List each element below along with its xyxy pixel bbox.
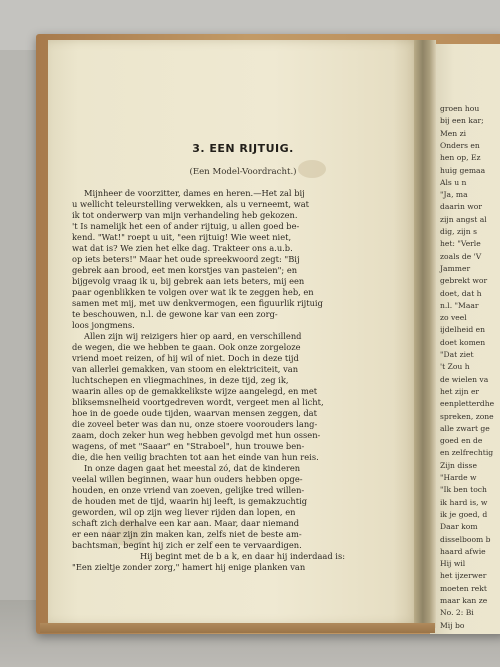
body-line: vriend moet reizen, of hij wil of niet. Doch in deze tijd	[72, 353, 299, 363]
body-line: luchtschepen en vliegmachines, in deze tijd, zeg ik,	[72, 375, 289, 385]
body-line: bachtsman, begint hij zich er zelf een te vervaardigen.	[72, 540, 302, 550]
body-line: de houden met de tijd, waarin hij leeft, is gemakzuchtig	[72, 496, 308, 506]
facing-page-line: dig, zijn s	[440, 227, 477, 236]
facing-page-line: het: "Verle	[440, 239, 481, 249]
body-line: bliksemsnelheid voortgedreven wordt, vergeet men al licht,	[72, 397, 324, 407]
facing-page-line: Jammer	[440, 263, 471, 273]
body-line: veelal willen beginnen, waar hun ouders hebben opge-	[72, 474, 303, 484]
body-line: paar ogenblikken te volgen over wat ik te zeggen heb, en	[72, 287, 314, 297]
facing-page-line: "Harde w	[440, 473, 477, 482]
facing-page-line: Daar kom	[440, 522, 478, 532]
body-line: er een naar zijn zin maken kan, zelfs niet de beste am-	[72, 529, 302, 539]
facing-page-line: de wielen va	[440, 374, 489, 384]
body-line: Allen zijn wij reizigers hier op aard, en verschillend	[84, 331, 302, 341]
body-line: bijgevolg vraag ik u, bij gebrek aan iets beters, mij een	[72, 276, 305, 286]
facing-page-line: het ijzerwer	[440, 571, 487, 581]
facing-page-line: haard afwie	[440, 546, 486, 556]
facing-page-line: alle zwart ge	[440, 423, 490, 433]
facing-page-line: eenpletterdhe	[440, 399, 495, 409]
body-line: geworden, wil op zijn weg liever rijden dan lopen, en	[72, 507, 296, 517]
facing-page-line: zoals de 'V	[440, 251, 482, 261]
facing-page-line: "Ja, ma	[440, 190, 468, 200]
facing-page-line: n.l. "Maar	[440, 300, 479, 310]
facing-page-line: Hij wil	[440, 559, 466, 569]
body-line: 't Is namelijk het een of ander rijtuig, u allen goed be-	[72, 221, 300, 231]
facing-page-line: daarin wor	[440, 202, 482, 212]
body-line: waarin alles op de gemakkelikste wijze aangelegd, en met	[72, 386, 318, 396]
facing-page-line: disselboom b	[440, 534, 491, 544]
facing-page-line: Mij bo	[440, 620, 465, 630]
body-line: schaft zich derhalve een kar aan. Maar, daar niemand	[72, 518, 300, 528]
facing-page-line: "Ik ben toch	[440, 485, 487, 495]
right-page	[430, 44, 500, 634]
facing-page-line: ijdelheid en	[440, 325, 486, 335]
body-line: de wegen, die we hebben te gaan. Ook onze zorgeloze	[72, 342, 301, 352]
body-line: gebrek aan brood, eet men korstjes van pasteien"; en	[72, 265, 298, 275]
facing-page-line: spreken, zone	[440, 411, 494, 421]
body-line: van allerlei gemakken, van stoom en elektriciteit, van	[72, 364, 299, 374]
facing-page-line: het zijn er	[440, 386, 480, 396]
body-line: wagens, of met "Saaar" en "Straboel", hun trouwe ben-	[72, 441, 305, 451]
body-line: u wellicht teleurstelling verwekken, als u verneemt, wat	[72, 199, 310, 209]
body-line: loos jongmens.	[72, 320, 135, 330]
body-line: "Een zieltje zonder zorg," hamert hij enige planken van	[72, 562, 306, 572]
facing-page-line: groen hou	[440, 104, 480, 113]
facing-page-line: doet komen	[440, 337, 486, 347]
facing-page-line: zijn angst al	[440, 214, 487, 224]
body-line: samen met mij, met uw denkvermogen, een figuurlik rijtuig	[72, 298, 323, 308]
facing-page-line: ik je goed, d	[440, 509, 488, 519]
facing-page-line: No. 2: Bi	[440, 608, 474, 618]
body-line: hoe in de goede oude tijden, waarvan mensen zeggen, dat	[72, 408, 317, 418]
article-title: 3. EEN RIJTUIG.	[192, 142, 294, 155]
body-line: ik tot onderwerp van mijn verhandeling heb gekozen.	[72, 210, 298, 220]
facing-page-line: huig gemaa	[440, 165, 486, 175]
facing-page-line: Als u n	[440, 177, 467, 187]
facing-page-line: maar kan ze	[440, 596, 488, 605]
facing-page-line: Onders en	[440, 140, 480, 150]
body-line: die, die hen veilig brachten tot aan het einde van hun reis.	[72, 452, 319, 462]
facing-page-line: gebrekt wor	[440, 276, 488, 286]
facing-page-line: zo veel	[440, 313, 467, 323]
body-line: kend. "Wat!" roept u uit, "een rijtuig! Wie weet niet,	[72, 232, 292, 242]
body-line: zaam, doch zeker hun weg hebben gevolgd met hun ossen-	[72, 430, 321, 440]
facing-page-line: ik hard is, w	[440, 497, 488, 507]
body-line: op iets beters!" Maar het oude spreekwoord zegt: "Bij	[72, 254, 300, 264]
body-line: die zoveel beter was dan nu, onze stoere voorouders lang-	[72, 419, 318, 429]
body-line: In onze dagen gaat het meestal zó, dat de kinderen	[84, 463, 301, 473]
article-subtitle: (Een Model-Voordracht.)	[189, 167, 297, 177]
book-gutter	[414, 40, 436, 628]
body-line: houden, en onze vriend van zoeven, gelijke tred willen-	[72, 485, 305, 495]
facing-page-line: doet, dat h	[440, 288, 482, 298]
facing-page-line: en zelfrechtig	[440, 448, 494, 458]
facing-page-line: bij een kar;	[440, 116, 484, 126]
cover-bottom-edge	[40, 623, 435, 633]
facing-page-line: Men zi	[440, 128, 467, 138]
facing-page-line: hen op, Ez	[440, 153, 481, 163]
facing-page-line: "Dat ziet	[440, 350, 474, 359]
facing-page-line: Zijn disse	[440, 460, 477, 470]
body-line: Hij begint met de b a k, en daar hij inderdaad is:	[140, 551, 345, 561]
facing-page-line: 't Zou h	[440, 362, 470, 372]
facing-page-line: moeten rekt	[440, 583, 487, 593]
body-line: te beschouwen, n.l. de gewone kar van een zorg-	[72, 309, 278, 319]
facing-page-line: goed en de	[440, 436, 483, 446]
body-line: wat dat is? We zien het elke dag. Trakteer ons a.u.b.	[72, 243, 293, 253]
body-line: Mijnheer de voorzitter, dames en heren.—Het zal bij	[84, 188, 305, 198]
